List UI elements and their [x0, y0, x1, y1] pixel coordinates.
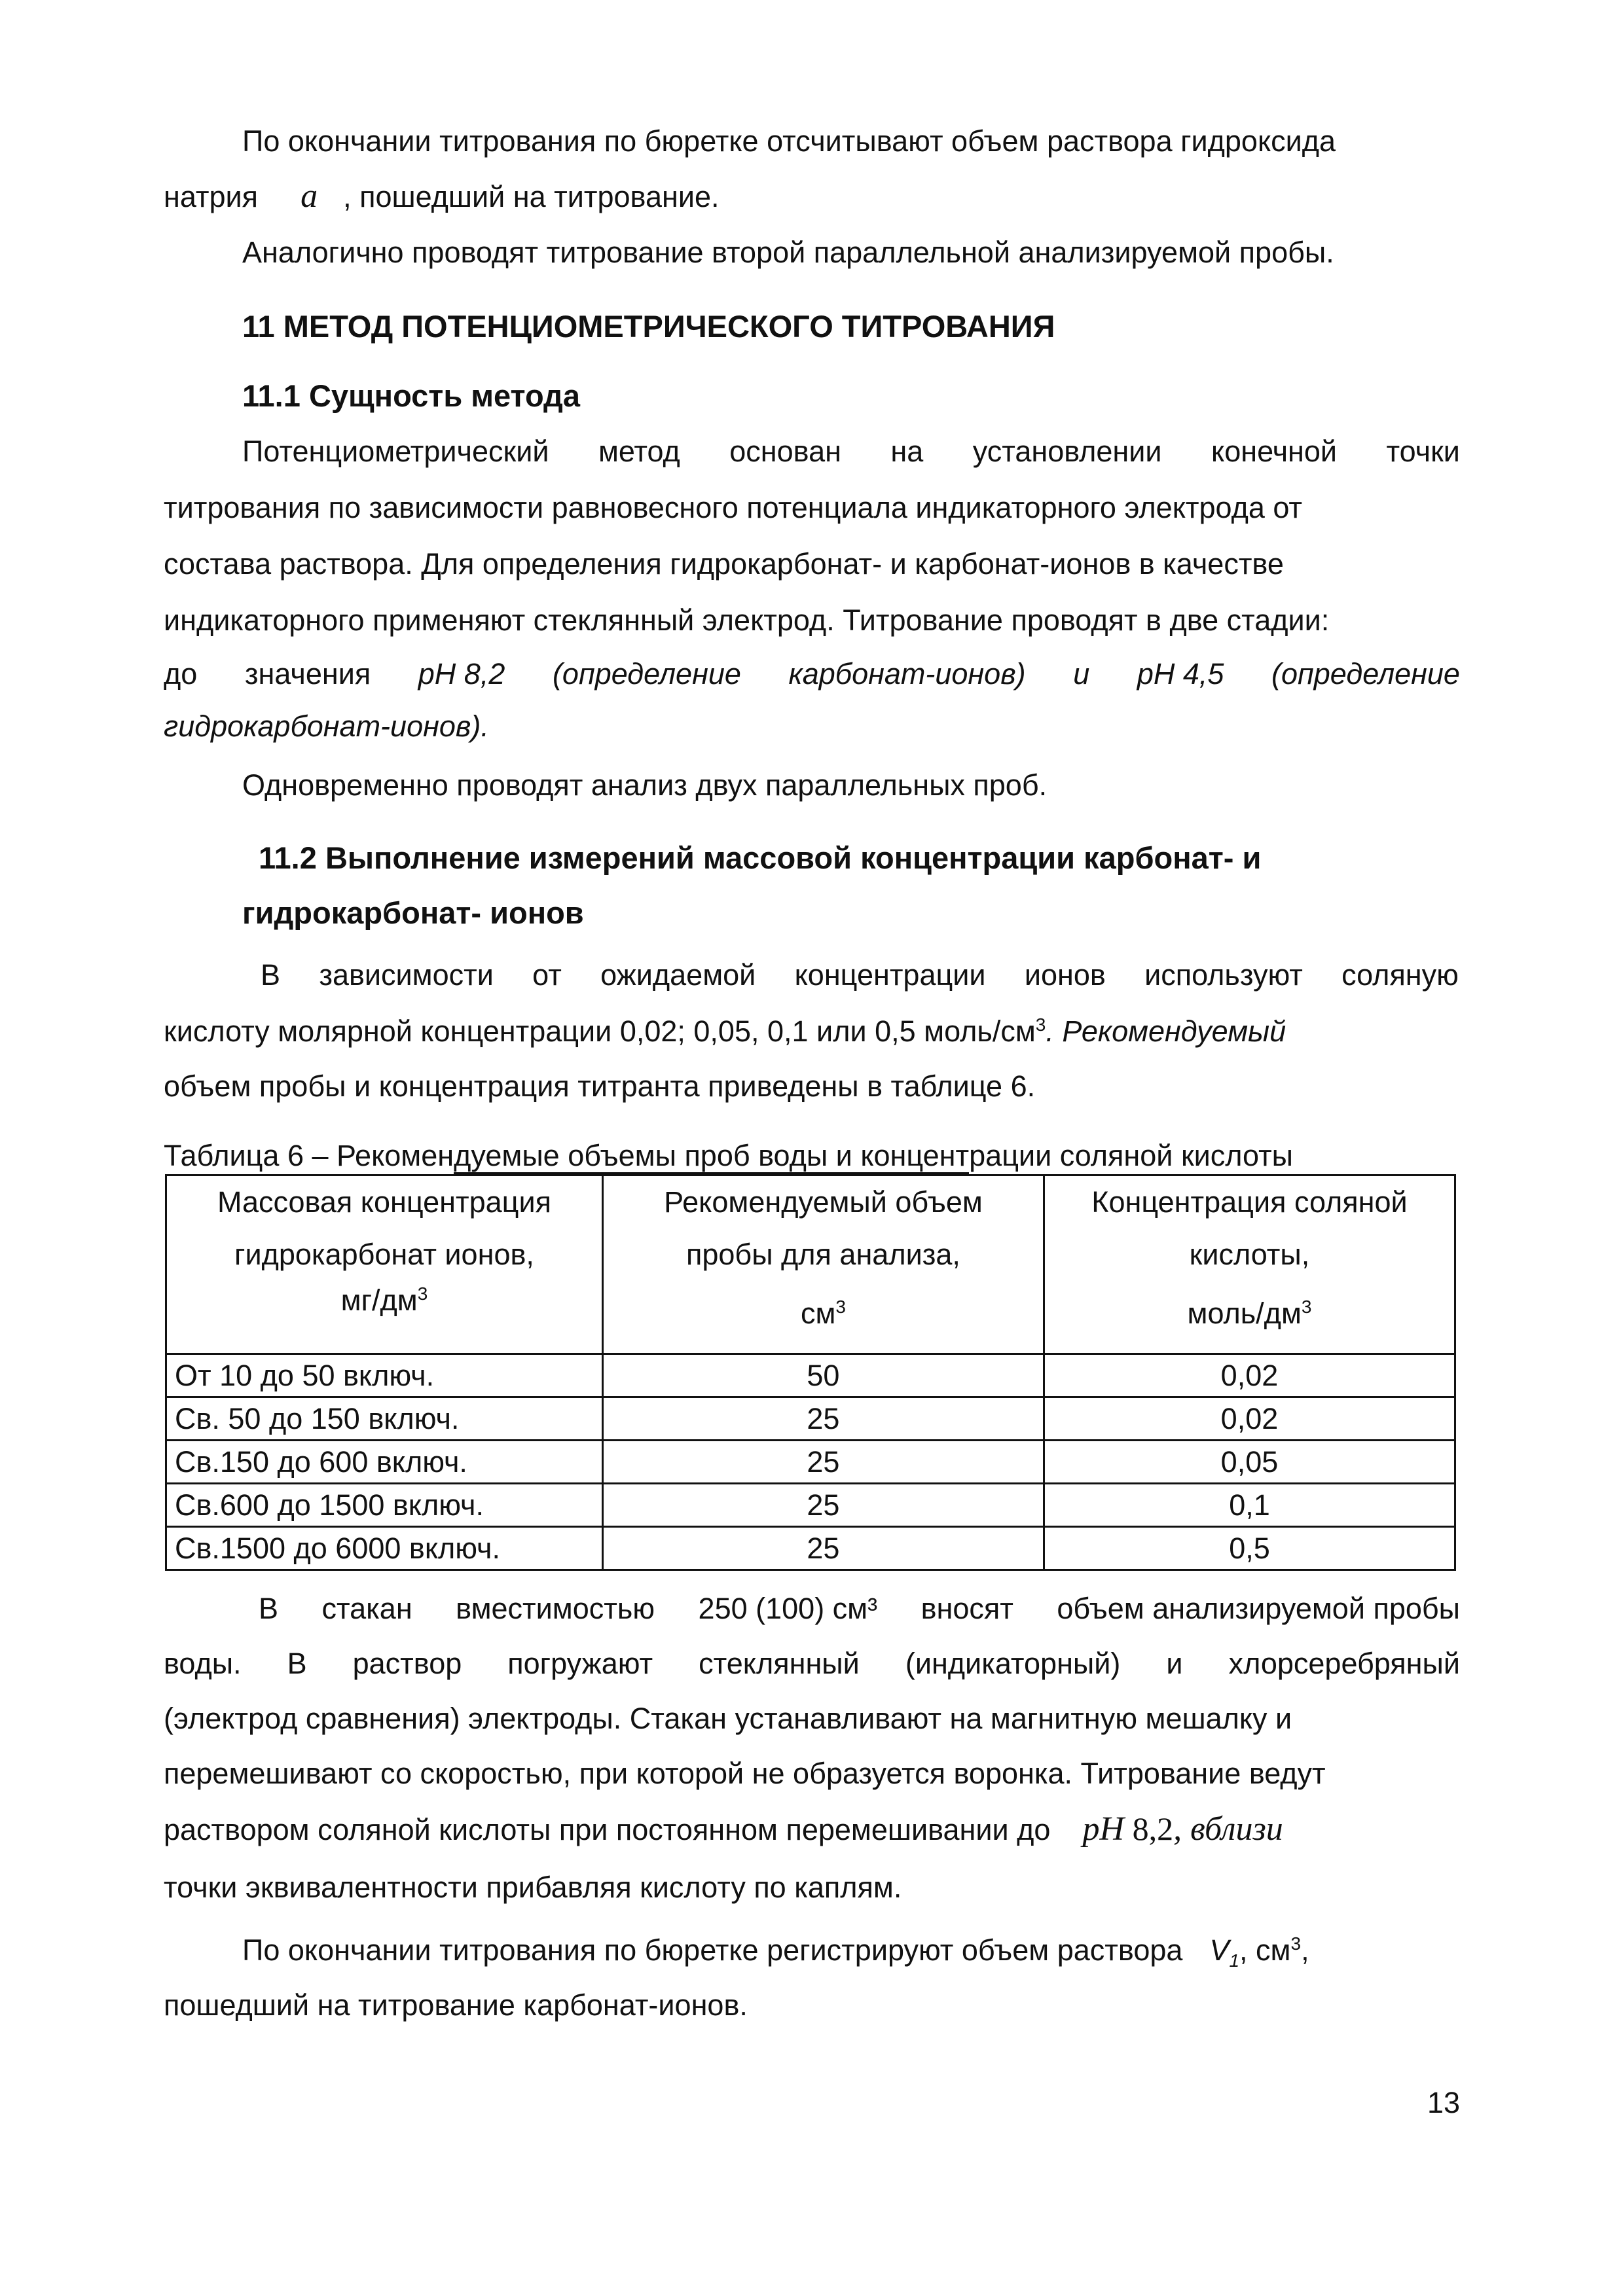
table-row — [166, 1527, 1455, 1570]
word: объем анализируемой пробы — [1057, 1592, 1460, 1625]
word: погружают — [507, 1647, 653, 1680]
word: вносят — [921, 1592, 1013, 1625]
word: 250 (100) см³ — [698, 1592, 878, 1625]
word: на — [890, 435, 924, 468]
paragraph-line — [259, 1590, 1460, 1627]
word: основан — [729, 435, 841, 468]
range-cell: Св. 50 до 150 включ. — [166, 1397, 603, 1441]
word: и — [1073, 657, 1090, 691]
text: Аналогично проводят титрование второй параллельной анализируемой пробы. — [242, 236, 1334, 269]
range-cell: Св.150 до 600 включ. — [166, 1441, 603, 1484]
word: хлорсеребряный — [1228, 1647, 1460, 1680]
header-text: Массовая концентрация — [217, 1185, 551, 1219]
header-unit — [1053, 1281, 1446, 1346]
text: кислоту молярной концентрации 0,02; 0,05, 0,1 или 0,5 моль/см — [164, 1014, 1036, 1048]
text: раствором соляной кислоты при постоянном перемешивании до — [164, 1813, 1051, 1846]
word: используют — [1144, 958, 1303, 992]
word: метод — [598, 435, 680, 468]
word: В — [259, 1592, 279, 1625]
word: концентрации — [794, 958, 986, 992]
subsection-heading: 11.2 Выполнение измерений массовой концентрации карбонат- и — [259, 840, 1262, 875]
superscript: 3 — [1035, 1014, 1046, 1035]
volume-cell: 25 — [602, 1397, 1044, 1441]
word: соляную — [1341, 958, 1459, 992]
table-header-row — [166, 1175, 1455, 1354]
paragraph-line — [164, 178, 720, 215]
paragraph-line — [242, 234, 1334, 271]
range-cell: Св.1500 до 6000 включ. — [166, 1527, 603, 1570]
text: По окончании титрования по бюретке отсчитывают объем раствора гидроксида — [242, 124, 1336, 158]
word: Потенциометрический — [242, 435, 549, 468]
text: . Рекомендуемый — [1046, 1014, 1286, 1048]
volume-cell: 25 — [602, 1527, 1044, 1570]
word: и — [1166, 1647, 1183, 1680]
header-text: кислоты, — [1189, 1238, 1310, 1271]
word: воды. — [164, 1647, 242, 1680]
word: зависимости — [319, 958, 494, 992]
word: установлении — [972, 435, 1162, 468]
caption-text: дуемые объемы проб воды и концент — [454, 1139, 969, 1174]
paragraph-line: точки эквивалентности прибавляя кислоту по каплям. — [164, 1871, 902, 1904]
ph-symbol: pH — [1082, 1810, 1125, 1848]
text: По окончании титрования по бюретке регистрируют объем раствора — [242, 1933, 1183, 1967]
unit-text: мг/дм — [340, 1283, 418, 1317]
word: В — [261, 958, 281, 992]
concentration-cell: 0,5 — [1044, 1527, 1455, 1570]
header-text: гидрокарбонат ионов, — [234, 1238, 534, 1271]
concentration-cell: 0,02 — [1044, 1397, 1455, 1441]
paragraph-line — [164, 1810, 1283, 1848]
table-header-cell — [166, 1175, 603, 1354]
page-number: 13 — [1427, 2086, 1461, 2119]
word: значения — [244, 657, 371, 691]
word: В — [287, 1647, 307, 1680]
word: вместимостью — [456, 1592, 655, 1625]
paragraph-line — [242, 433, 1460, 470]
subscript: 1 — [1229, 1950, 1240, 1971]
word: pH 4,5 — [1137, 657, 1224, 691]
superscript: 3 — [1301, 1297, 1312, 1317]
paragraph-line — [164, 656, 1460, 692]
word: раствор — [352, 1647, 462, 1680]
volume-cell: 25 — [602, 1484, 1044, 1527]
unit-text: см — [800, 1297, 836, 1330]
paragraph-line: объем пробы и концентрация титранта приведены в таблице 6. — [164, 1069, 1036, 1103]
header-unit — [611, 1281, 1035, 1346]
word: ионов — [1024, 958, 1106, 992]
ph-value: 8,2 — [1132, 1810, 1174, 1847]
paragraph-line: гидрокарбонат-ионов). — [164, 709, 489, 743]
word: от — [532, 958, 562, 992]
paragraph-line: пошедший на титрование карбонат-ионов. — [164, 1988, 748, 2022]
subsection-heading: 11.1 Сущность метода — [242, 378, 581, 413]
paragraph-line — [164, 1013, 1286, 1050]
text: натрия — [164, 180, 259, 213]
range-cell: Св.600 до 1500 включ. — [166, 1484, 603, 1527]
section-heading: 11 МЕТОД ПОТЕНЦИОМЕТРИЧЕСКОГО ТИТРОВАНИЯ — [242, 309, 1055, 344]
text: , пошедший на титрование. — [343, 180, 720, 213]
word: до — [164, 657, 198, 691]
range-cell: От 10 до 50 включ. — [166, 1354, 603, 1397]
concentration-cell: 0,05 — [1044, 1441, 1455, 1484]
header-text: Рекомендуемый объем — [664, 1185, 983, 1219]
paragraph-line — [242, 1932, 1309, 1969]
volume-cell: 25 — [602, 1441, 1044, 1484]
variable-a: a — [301, 177, 318, 215]
variable-v: V — [1209, 1933, 1230, 1967]
caption-text: Таблица 6 – Рекомен — [164, 1139, 454, 1172]
word: стакан — [321, 1592, 412, 1625]
paragraph-line: (электрод сравнения) электроды. Стакан устанавливают на магнитную мешалку и — [164, 1702, 1292, 1735]
unit-text: моль/дм — [1187, 1297, 1302, 1330]
volume-cell: 50 — [602, 1354, 1044, 1397]
superscript: 3 — [1290, 1933, 1302, 1954]
header-text: пробы для анализа, — [686, 1238, 960, 1271]
text: , вблизи — [1173, 1810, 1283, 1848]
word: (определение — [552, 657, 741, 691]
table-row — [166, 1441, 1455, 1484]
header-text: Концентрация соляной — [1091, 1185, 1408, 1219]
word: точки — [1386, 435, 1460, 468]
table-row — [166, 1484, 1455, 1527]
paragraph-line — [164, 1645, 1460, 1682]
header-unit — [175, 1281, 594, 1320]
text: , — [1301, 1933, 1309, 1967]
table-caption — [164, 1138, 1293, 1174]
concentration-cell: 0,02 — [1044, 1354, 1455, 1397]
table-row — [166, 1397, 1455, 1441]
word: карбонат-ионов) — [788, 657, 1026, 691]
concentration-table — [165, 1174, 1456, 1571]
table-row — [166, 1354, 1455, 1397]
paragraph-line: титрования по зависимости равновесного потенциала индикаторного электрода от — [164, 491, 1303, 524]
table-header-cell — [602, 1175, 1044, 1354]
paragraph-line: состава раствора. Для определения гидрокарбонат- и карбонат-ионов в качестве — [164, 547, 1284, 581]
word: (индикаторный) — [905, 1647, 1121, 1680]
superscript: 3 — [417, 1283, 428, 1304]
text: , см — [1239, 1933, 1291, 1967]
paragraph-line: Одновременно проводят анализ двух параллельных проб. — [242, 768, 1048, 802]
word: стеклянный — [699, 1647, 860, 1680]
paragraph-line: индикаторного применяют стеклянный электрод. Титрование проводят в две стадии: — [164, 603, 1330, 637]
word: ожидаемой — [600, 958, 756, 992]
subsection-heading: гидрокарбонат- ионов — [242, 895, 584, 930]
word: конечной — [1211, 435, 1338, 468]
paragraph-line — [242, 123, 1336, 160]
superscript: 3 — [835, 1297, 846, 1317]
word: (определение — [1271, 657, 1460, 691]
paragraph-line — [261, 957, 1459, 994]
paragraph-line: перемешивают со скоростью, при которой не образуется воронка. Титрование ведут — [164, 1757, 1326, 1790]
caption-text: рации соляной кислоты — [969, 1139, 1294, 1172]
word: pH 8,2 — [418, 657, 505, 691]
table-header-cell — [1044, 1175, 1455, 1354]
concentration-cell: 0,1 — [1044, 1484, 1455, 1527]
